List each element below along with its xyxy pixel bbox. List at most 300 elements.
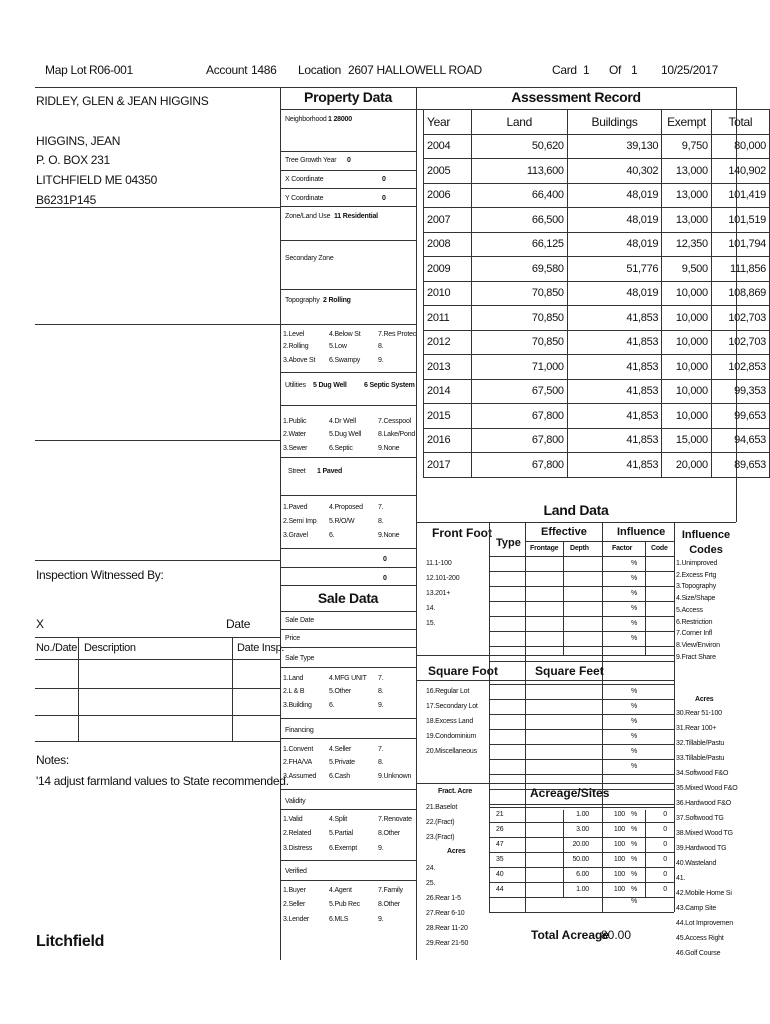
notes-text: '14 adjust farmland values to State recommended.: [36, 774, 289, 788]
secondary-zone-label: Secondary Zone: [285, 255, 334, 262]
option: 2.Water: [283, 431, 306, 438]
map-lot-value: R06-001: [89, 63, 133, 77]
zero-value-1: 0: [383, 556, 387, 563]
property-rule: [280, 372, 416, 373]
option: 6.: [329, 532, 335, 539]
sf-item: 20.Miscellaneous: [426, 748, 477, 755]
assessment-cell: 80,000: [711, 134, 769, 159]
assessment-cell: 41,853: [567, 355, 662, 380]
grid-line: [489, 852, 674, 853]
percent-sign: %: [631, 703, 638, 710]
assessment-row: [424, 257, 770, 282]
assessment-cell: 9,750: [662, 134, 712, 159]
left-rule-3: [35, 560, 280, 561]
assessment-header-row: [424, 110, 770, 135]
option: 4.MFG UNIT: [329, 675, 367, 682]
percent-sign: %: [631, 748, 638, 755]
acreage-cell: 21: [496, 811, 504, 818]
account-value: 1486: [251, 63, 277, 77]
assessment-cell: 39,130: [567, 134, 662, 159]
acreage-cell: 47: [496, 841, 504, 848]
option: 2.Semi Imp: [283, 518, 317, 525]
assessment-cell: 2007: [424, 208, 472, 233]
sale-rule: [280, 647, 416, 648]
influence-code: 7.Corner Infl: [676, 630, 712, 638]
header-rule: [35, 87, 736, 88]
influence-code: 5.Access: [676, 606, 703, 614]
assessment-cell: 99,653: [711, 404, 769, 429]
topography-label: Topography: [285, 297, 320, 304]
option: 9.: [378, 916, 384, 923]
option: 2.Rolling: [283, 343, 309, 350]
option: 2.Related: [283, 830, 312, 837]
percent-sign: %: [631, 605, 638, 612]
assessment-cell: 41,853: [567, 306, 662, 331]
assessment-cell: 48,019: [567, 208, 662, 233]
x-coord-value: 0: [382, 176, 386, 183]
utilities-label: Utilities: [285, 382, 306, 389]
price-label: Price: [285, 635, 300, 642]
grid-line: [489, 837, 674, 838]
ac-item: 25.: [426, 880, 436, 887]
property-rule: [280, 457, 416, 458]
assessment-cell: 2004: [424, 134, 472, 159]
assessment-cell: 70,850: [471, 281, 567, 306]
assessment-cell: 9,500: [662, 257, 712, 282]
acreage-cell: 35: [496, 856, 504, 863]
y-coord-value: 0: [382, 195, 386, 202]
assessment-cell: 66,500: [471, 208, 567, 233]
utilities-value-1: 5 Dug Well: [313, 382, 347, 389]
assessment-cell: 2016: [424, 428, 472, 453]
ac-item: 26.Rear 1-5: [426, 895, 461, 902]
acreage-cell: %: [631, 886, 638, 893]
assessment-row: [424, 232, 770, 257]
property-rule: [280, 240, 416, 241]
assessment-cell: 67,800: [471, 428, 567, 453]
of-label: Of: [609, 63, 622, 77]
ff-item: 11.1-100: [426, 560, 452, 567]
option: 1.Public: [283, 418, 307, 425]
option: 8.Other: [378, 830, 400, 837]
grid-line: [489, 822, 674, 823]
grid-line: [489, 867, 674, 868]
assessment-cell: 102,703: [711, 306, 769, 331]
grid-line: [489, 729, 674, 730]
acreage-cell: %: [631, 811, 638, 818]
assessment-cell: 2014: [424, 379, 472, 404]
option: 3.Building: [283, 702, 312, 709]
sf-item: 16.Regular Lot: [426, 688, 470, 695]
option: 5.R/O/W: [329, 518, 355, 525]
sale-date-label: Sale Date: [285, 617, 314, 624]
grid-line: [489, 882, 674, 883]
assessment-cell: 51,776: [567, 257, 662, 282]
ac-item: 29.Rear 21-50: [426, 940, 469, 947]
code-header: Code: [651, 545, 668, 552]
square-feet-header: Square Feet: [535, 664, 604, 678]
option: 5.Pub Rec: [329, 901, 360, 908]
assessment-cell: 71,000: [471, 355, 567, 380]
sale-rule: [280, 860, 416, 861]
grid-line: [489, 714, 674, 715]
acre-code: 32.Tillable/Pastu: [676, 740, 725, 747]
assessment-cell: 2011: [424, 306, 472, 331]
assessment-cell: 13,000: [662, 183, 712, 208]
assessment-cell: 48,019: [567, 281, 662, 306]
option: 8.Lake/Pond: [378, 431, 416, 438]
sale-rule: [280, 880, 416, 881]
street-value: 1 Paved: [317, 468, 343, 475]
acre-code: 30.Rear 51-100: [676, 710, 722, 717]
inspection-row-rule: [35, 715, 280, 716]
assessment-header-cell: Total: [711, 110, 769, 135]
owner-line4: LITCHFIELD ME 04350: [36, 173, 158, 187]
option: 7.: [378, 504, 384, 511]
land-col-rule: [674, 523, 675, 912]
map-lot-label: Map Lot: [45, 63, 87, 77]
grid-line: [416, 655, 674, 656]
assessment-cell: 113,600: [471, 159, 567, 184]
land-data-title: Land Data: [543, 502, 609, 518]
option: 7.Renovate: [378, 816, 412, 823]
square-foot-header: Square Foot: [428, 664, 499, 678]
sale-rule: [280, 667, 416, 668]
neighborhood-label: Neighborhood: [285, 116, 327, 123]
percent-sign: %: [631, 898, 638, 905]
acre-code: 37.Softwood TG: [676, 815, 724, 822]
assessment-cell: 67,800: [471, 404, 567, 429]
sale-rule: [280, 629, 416, 630]
option: 6.Swampy: [329, 357, 361, 364]
header-date: 10/25/2017: [661, 63, 719, 77]
assessment-cell: 70,850: [471, 330, 567, 355]
property-rule: [280, 289, 416, 290]
col-no-date: No./Date: [36, 642, 78, 654]
grid-line: [489, 661, 674, 662]
left-rule-1: [35, 324, 280, 325]
owner-name: RIDLEY, GLEN & JEAN HIGGINS: [36, 94, 209, 108]
acreage-cell: 100: [613, 871, 625, 878]
influence-code: 3.Topography: [676, 583, 717, 591]
assessment-cell: 2008: [424, 232, 472, 257]
assessment-cell: 67,500: [471, 379, 567, 404]
grid-line: [489, 774, 674, 775]
acre-code: 39.Hardwood TG: [676, 845, 727, 852]
frontage-header: Frontage: [530, 545, 559, 552]
option: 3.Distress: [283, 845, 313, 852]
acreage-cell: %: [631, 841, 638, 848]
acreage-cell: 1.00: [576, 811, 589, 818]
option: 2.FHA/VA: [283, 759, 313, 766]
percent-sign: %: [631, 560, 638, 567]
influence-code: 2.Excess Frtg: [676, 571, 717, 579]
influence-codes-header: Influence Codes: [681, 529, 731, 556]
fa-item: 21.Baselot: [426, 804, 458, 811]
property-rule: [280, 206, 416, 207]
assessment-cell: 2017: [424, 453, 472, 478]
property-data-title: Property Data: [304, 89, 392, 105]
assessment-cell: 2010: [424, 281, 472, 306]
acreage-cell: 26: [496, 826, 504, 833]
grid-line: [489, 804, 674, 805]
notes-label: Notes:: [36, 753, 69, 767]
assessment-cell: 101,419: [711, 183, 769, 208]
acreage-cell: 0: [663, 826, 667, 833]
acre-code: 43.Camp Site: [676, 905, 717, 912]
ff-item: 12.101-200: [426, 575, 460, 582]
inspection-witnessed: Inspection Witnessed By:: [36, 568, 164, 582]
sale-rule: [280, 718, 416, 719]
option: 1.Land: [283, 675, 304, 682]
acre-code: 35.Mixed Wood F&O: [676, 785, 738, 792]
land-col-rule: [489, 523, 490, 912]
influence-code: 4.Size/Shape: [676, 595, 716, 603]
grid-line: [489, 601, 674, 602]
grid-line: [489, 699, 674, 700]
assessment-cell: 66,400: [471, 183, 567, 208]
option: 3.Lender: [283, 916, 310, 923]
assessment-cell: 102,703: [711, 330, 769, 355]
acreage-cell: 100: [613, 826, 625, 833]
factor-header: Factor: [612, 545, 633, 552]
assessment-cell: 50,620: [471, 134, 567, 159]
option: 9.None: [378, 445, 400, 452]
property-rule: [280, 324, 416, 325]
inspection-col-rule: [232, 637, 233, 741]
tree-growth-value: 0: [347, 157, 351, 164]
option: 8.: [378, 688, 384, 695]
option: 3.Gravel: [283, 532, 308, 539]
option: 8.: [378, 759, 384, 766]
acreage-cell: 0: [663, 811, 667, 818]
assessment-header-cell: Exempt: [662, 110, 712, 135]
acres-header: Acres: [447, 848, 466, 855]
land-col-rule: [525, 523, 526, 912]
percent-sign: %: [631, 763, 638, 770]
percent-sign: %: [631, 733, 638, 740]
option: 6.MLS: [329, 916, 349, 923]
assessment-row: [424, 428, 770, 453]
option: 1.Paved: [283, 504, 308, 511]
assessment-cell: 102,853: [711, 355, 769, 380]
option: 5.Other: [329, 688, 351, 695]
option: 5.Partial: [329, 830, 353, 837]
land-col-rule: [645, 541, 646, 656]
ac-item: 28.Rear 11-20: [426, 925, 468, 932]
option: 7.Cesspool: [378, 418, 412, 425]
acre-code: 45.Access Right: [676, 935, 724, 942]
assessment-row: [424, 134, 770, 159]
assessment-cell: 66,125: [471, 232, 567, 257]
assessment-cell: 41,853: [567, 453, 662, 478]
grid-line: [489, 556, 674, 557]
acreage-cell: 6.00: [576, 871, 589, 878]
inspection-row-rule: [35, 741, 280, 742]
grid-line: [489, 571, 674, 572]
x-coord-label: X Coordinate: [285, 176, 324, 183]
assessment-row: [424, 453, 770, 478]
option: 5.Private: [329, 759, 355, 766]
grid-line: [489, 616, 674, 617]
acreage-cell: 100: [613, 811, 625, 818]
assessment-cell: 2009: [424, 257, 472, 282]
option: 9.: [378, 845, 384, 852]
property-rule: [280, 405, 416, 406]
acreage-cell: 44: [496, 886, 504, 893]
validity-label: Validity: [285, 798, 306, 805]
fa-item: 22.(Fract): [426, 819, 455, 826]
option: 1.Convent: [283, 746, 314, 753]
property-rule: [280, 567, 416, 568]
assessment-cell: 48,019: [567, 183, 662, 208]
acreage-cell: 0: [663, 886, 667, 893]
percent-sign: %: [631, 718, 638, 725]
property-rule: [280, 495, 416, 496]
option: 7.Family: [378, 887, 403, 894]
sale-rule: [280, 809, 416, 810]
assessment-cell: 69,580: [471, 257, 567, 282]
influence-code: 9.Fract Share: [676, 653, 716, 661]
assessment-cell: 2005: [424, 159, 472, 184]
acre-code: 42.Mobile Home Si: [676, 890, 732, 897]
assessment-row: [424, 330, 770, 355]
option: 6.Septic: [329, 445, 353, 452]
option: 4.Seller: [329, 746, 352, 753]
property-rule: [280, 548, 416, 549]
fract-acre-header: Fract. Acre: [438, 788, 473, 795]
influence-code: 6.Restriction: [676, 618, 713, 626]
option: 3.Assumed: [283, 773, 317, 780]
acre-code: 44.Lot Improvemen: [676, 920, 733, 927]
option: 2.Seller: [283, 901, 306, 908]
option: 1.Buyer: [283, 887, 306, 894]
assessment-cell: 10,000: [662, 330, 712, 355]
neighborhood-value: 1 28000: [328, 116, 352, 123]
location-value: 2607 HALLOWELL ROAD: [348, 63, 482, 77]
grid-line: [489, 912, 674, 913]
acre-code: 34.Softwood F&O: [676, 770, 729, 777]
inspection-row-rule: [35, 659, 280, 660]
assessment-cell: 111,856: [711, 257, 769, 282]
street-label: Street: [288, 468, 306, 475]
ff-item: 14.: [426, 605, 436, 612]
acreage-cell: 50.00: [572, 856, 589, 863]
town-name: Litchfield: [36, 933, 105, 950]
acreage-cell: %: [631, 856, 638, 863]
type-header: Type: [496, 537, 521, 549]
influence-header: Influence: [617, 526, 666, 538]
assessment-cell: 140,902: [711, 159, 769, 184]
assessment-cell: 2015: [424, 404, 472, 429]
assessment-cell: 94,653: [711, 428, 769, 453]
assessment-cell: 12,350: [662, 232, 712, 257]
assessment-header-cell: Year: [424, 110, 472, 135]
assessment-cell: 101,794: [711, 232, 769, 257]
influence-code: 1.Unimproved: [676, 560, 718, 567]
assessment-title: Assessment Record: [511, 89, 641, 105]
depth-header: Depth: [570, 545, 589, 552]
acre-code: 38.Mixed Wood TG: [676, 830, 733, 837]
option: 9.: [378, 702, 384, 709]
percent-sign: %: [631, 620, 638, 627]
card-label: Card: [552, 63, 577, 77]
assessment-row: [424, 404, 770, 429]
sale-type-label: Sale Type: [285, 655, 315, 662]
property-rule: [280, 585, 416, 586]
card-value: 1: [583, 63, 590, 77]
assessment-cell: 48,019: [567, 232, 662, 257]
assessment-row: [424, 208, 770, 233]
option: 5.Dug Well: [329, 431, 362, 438]
option: 5.Low: [329, 343, 347, 350]
acreage-cell: 0: [663, 856, 667, 863]
assessment-header-cell: Buildings: [567, 110, 662, 135]
account-label: Account: [206, 63, 248, 77]
assessment-cell: 101,519: [711, 208, 769, 233]
option: 4.Agent: [329, 887, 352, 894]
zone-label: Zone/Land Use: [285, 213, 331, 220]
col-divider-1: [280, 87, 281, 960]
zone-value: 11 Residential: [334, 213, 378, 220]
assessment-cell: 41,853: [567, 330, 662, 355]
sale-rule: [280, 789, 416, 790]
percent-sign: %: [631, 635, 638, 642]
acreage-cell: 40: [496, 871, 504, 878]
grid-line: [489, 744, 674, 745]
owner-line3: P. O. BOX 231: [36, 153, 110, 167]
of-value: 1: [631, 63, 638, 77]
grid-line: [489, 759, 674, 760]
assessment-cell: 70,850: [471, 306, 567, 331]
assessment-cell: 20,000: [662, 453, 712, 478]
acreage-cell: 3.00: [576, 826, 589, 833]
assessment-cell: 108,869: [711, 281, 769, 306]
grid-line: [489, 631, 674, 632]
inspection-row-rule: [35, 688, 280, 689]
assessment-cell: 13,000: [662, 208, 712, 233]
acres-codes-header: Acres: [695, 696, 714, 703]
percent-sign: %: [631, 575, 638, 582]
assessment-cell: 15,000: [662, 428, 712, 453]
owner-line2: HIGGINS, JEAN: [36, 134, 121, 148]
acreage-cell: 100: [613, 841, 625, 848]
ff-item: 13.201+: [426, 590, 451, 597]
owner-line5: B6231P145: [36, 193, 97, 207]
assessment-cell: 10,000: [662, 281, 712, 306]
assessment-cell: 67,800: [471, 453, 567, 478]
option: 4.Split: [329, 816, 348, 823]
inspection-col-rule: [78, 637, 79, 741]
option: 7.: [378, 746, 384, 753]
location-label: Location: [298, 63, 341, 77]
front-foot-header: Front Foot: [432, 526, 492, 540]
option: 9.Unknown: [378, 773, 412, 780]
option: 7.Res Protec: [378, 331, 417, 338]
y-coord-label: Y Coordinate: [285, 195, 324, 202]
assessment-row: [424, 183, 770, 208]
col-description: Description: [84, 642, 136, 654]
property-rule: [280, 151, 416, 152]
verified-label: Verified: [285, 868, 307, 875]
assessment-header-cell: Land: [471, 110, 567, 135]
acre-code: 46.Golf Course: [676, 950, 721, 957]
assessment-cell: 2012: [424, 330, 472, 355]
property-rule: [280, 188, 416, 189]
influence-code: 8.View/Environ: [676, 641, 720, 649]
sale-rule: [280, 738, 416, 739]
percent-sign: %: [631, 590, 638, 597]
